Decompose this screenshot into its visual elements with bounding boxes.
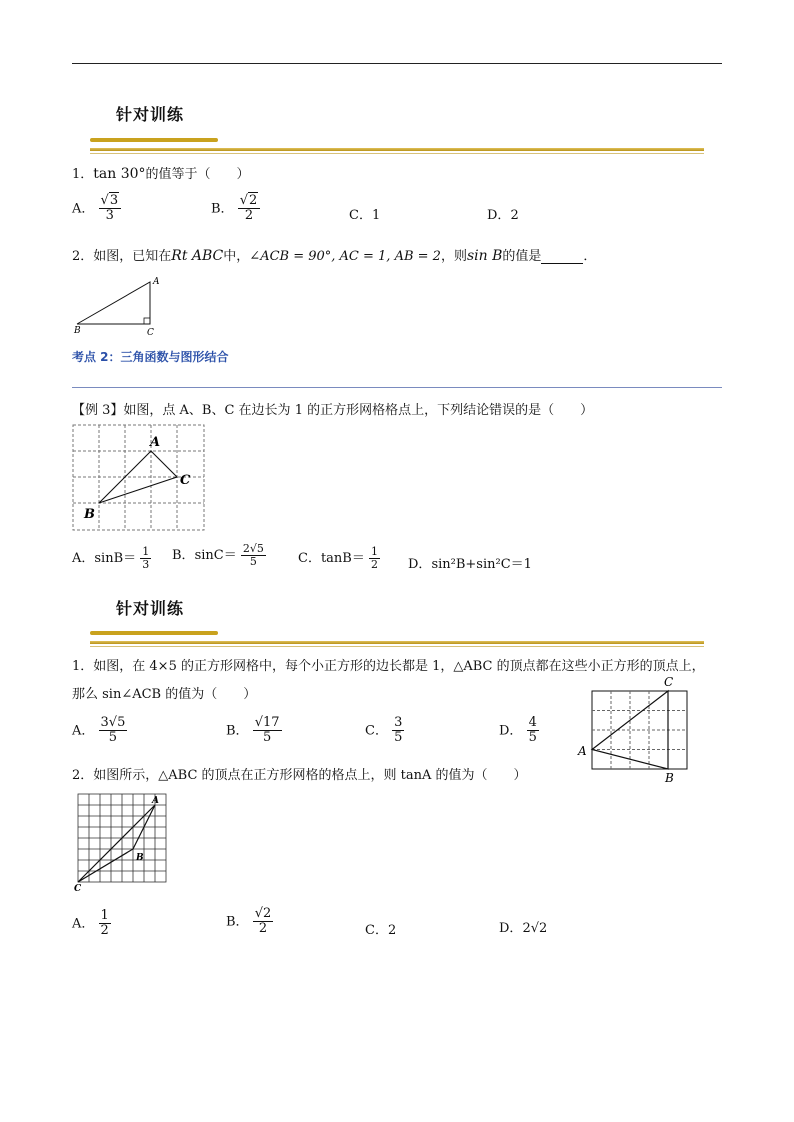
numerator: 4 bbox=[528, 715, 537, 730]
grid-figure-p2 bbox=[72, 790, 172, 894]
option-value: 1 bbox=[371, 208, 381, 223]
p2-option-c[interactable] bbox=[365, 919, 396, 938]
practice-1-line1: 1．如图，在 4×5 的正方形网格中，每个小正方形的边长都是 1，△ABC 的顶点都在这些小正方形的顶点上， bbox=[72, 659, 705, 674]
radicand: 3 bbox=[109, 193, 119, 208]
question-text: 中， bbox=[223, 249, 250, 264]
page-top-rule bbox=[72, 63, 722, 64]
section-title: 针对训练 bbox=[116, 599, 185, 618]
section-underline-short bbox=[90, 138, 218, 142]
p2-option-a[interactable] bbox=[72, 909, 111, 939]
option-label: A． bbox=[72, 723, 95, 739]
option-value: 2 bbox=[510, 208, 519, 223]
denominator: 3 bbox=[105, 208, 114, 224]
numerator: 1 bbox=[371, 545, 378, 558]
math-expression: sinC＝ bbox=[194, 548, 237, 564]
section-underline-short bbox=[90, 631, 218, 635]
math-expression: ∠ACB = 90°, AC = 1, AB = 2 bbox=[249, 249, 441, 264]
fraction bbox=[527, 716, 539, 746]
question-text: ． bbox=[583, 249, 597, 264]
denominator: 5 bbox=[394, 730, 403, 746]
topic-divider bbox=[72, 387, 722, 388]
option-label: C． bbox=[349, 208, 372, 223]
p1-option-b[interactable] bbox=[226, 716, 282, 746]
numerator: √17 bbox=[254, 715, 280, 730]
practice-1-line2: 那么 sin∠ACB 的值为（ ） bbox=[72, 687, 257, 702]
option-label: A． bbox=[72, 201, 95, 217]
option-label: A． bbox=[72, 551, 95, 567]
denominator: 2 bbox=[244, 208, 254, 224]
vertex-label-a: A bbox=[578, 744, 587, 758]
fraction: $\frac{√2}{2}$ bbox=[238, 194, 261, 224]
question-number: 1． bbox=[72, 167, 94, 182]
vertex-label-b: B bbox=[74, 326, 81, 336]
answer-blank[interactable] bbox=[541, 251, 583, 264]
option-label: D． bbox=[499, 723, 523, 739]
numerator: √2 bbox=[254, 906, 272, 921]
vertex-label-b: B bbox=[84, 507, 95, 522]
p1-option-a[interactable] bbox=[72, 716, 127, 746]
option-value: 2 bbox=[387, 923, 397, 938]
q1-option-a[interactable] bbox=[72, 194, 121, 224]
q1-option-d[interactable] bbox=[487, 204, 519, 223]
p2-option-b[interactable] bbox=[226, 907, 273, 937]
denominator: 5 bbox=[249, 555, 257, 569]
math-expression: tanB＝ bbox=[320, 551, 365, 567]
denominator: 5 bbox=[108, 730, 118, 746]
math-expression: tan 30° bbox=[93, 166, 146, 182]
numerator: 1 bbox=[142, 545, 150, 558]
ex3-option-a[interactable] bbox=[72, 546, 151, 571]
option-label: B． bbox=[211, 201, 234, 217]
vertex-label-b: B bbox=[665, 771, 674, 785]
radicand: 2 bbox=[249, 193, 258, 208]
example-3-text: 【例 3】如图，点 A、B、C 在边长为 1 的正方形网格格点上，下列结论错误的是（ ） bbox=[72, 403, 594, 418]
math-expression: sinB＝ bbox=[94, 551, 137, 567]
option-label: C． bbox=[365, 723, 388, 739]
option-label: B． bbox=[172, 548, 195, 564]
numerator: 3 bbox=[394, 715, 403, 730]
math-expression: sin²B+sin²C＝1 bbox=[431, 557, 532, 572]
fraction bbox=[253, 716, 282, 746]
vertex-label-b: B bbox=[136, 853, 144, 863]
math-expression: Rt ABC bbox=[171, 248, 224, 264]
question-1 bbox=[72, 163, 250, 182]
section-underline-long bbox=[90, 148, 704, 151]
topic-heading: 考点 2：三角函数与图形结合 bbox=[72, 350, 229, 364]
option-label: D． bbox=[499, 921, 523, 936]
fraction: $\frac{√3}{3}$ bbox=[99, 194, 122, 224]
fraction bbox=[369, 546, 380, 571]
grid-figure-p1 bbox=[576, 674, 692, 786]
p1-option-c[interactable] bbox=[365, 716, 404, 746]
denominator: 2 bbox=[371, 558, 378, 572]
grid-figure-example3 bbox=[72, 424, 206, 532]
option-label: D． bbox=[487, 208, 511, 223]
fraction bbox=[241, 543, 266, 568]
vertex-label-c: C bbox=[180, 473, 191, 488]
section-underline-long bbox=[90, 641, 704, 644]
fraction bbox=[99, 716, 128, 746]
denominator: 5 bbox=[262, 730, 272, 746]
option-value: 2√2 bbox=[522, 921, 548, 936]
question-2 bbox=[72, 245, 596, 264]
fraction bbox=[99, 909, 111, 939]
math-expression: sin B bbox=[466, 248, 503, 264]
vertex-label-a: A bbox=[153, 277, 160, 287]
vertex-label-a: A bbox=[150, 435, 161, 450]
p2-option-d[interactable] bbox=[499, 917, 547, 936]
vertex-label-c: C bbox=[74, 884, 82, 894]
ex3-option-d[interactable] bbox=[408, 553, 532, 572]
question-text: 2．如图，已知在 bbox=[72, 249, 172, 264]
fraction bbox=[253, 907, 274, 937]
question-text: ，则 bbox=[440, 249, 467, 264]
section-title: 针对训练 bbox=[116, 105, 185, 124]
option-label: C． bbox=[365, 923, 388, 938]
denominator: 5 bbox=[528, 730, 537, 746]
option-label: C． bbox=[298, 551, 321, 567]
denominator: 2 bbox=[258, 921, 268, 937]
practice-2-text: 2．如图所示，△ABC 的顶点在正方形网格的格点上，则 tanA 的值为（ ） bbox=[72, 768, 527, 783]
option-label: B． bbox=[226, 723, 249, 739]
section-underline-thin bbox=[90, 646, 704, 647]
option-label: A． bbox=[72, 916, 95, 932]
fraction bbox=[140, 546, 151, 571]
denominator: 3 bbox=[142, 558, 150, 572]
vertex-label-c: C bbox=[147, 328, 154, 337]
ex3-option-b[interactable] bbox=[172, 543, 266, 568]
section-underline-thin bbox=[90, 153, 704, 154]
numerator: 2√5 bbox=[242, 542, 264, 555]
vertex-label-c: C bbox=[664, 675, 674, 689]
numerator: 3√5 bbox=[100, 715, 126, 730]
numerator: 1 bbox=[100, 908, 109, 923]
fraction bbox=[392, 716, 404, 746]
option-label: D． bbox=[408, 557, 432, 572]
question-text: 的值等于（ ） bbox=[145, 167, 250, 182]
q1-option-b[interactable] bbox=[211, 194, 260, 224]
vertex-label-a: A bbox=[152, 796, 159, 806]
q1-option-c[interactable] bbox=[349, 204, 380, 223]
p1-option-d[interactable] bbox=[499, 716, 539, 746]
option-label: B． bbox=[226, 914, 249, 930]
denominator: 2 bbox=[100, 923, 109, 939]
right-triangle-figure bbox=[72, 275, 167, 337]
question-text: 的值是 bbox=[502, 249, 542, 264]
ex3-option-c[interactable] bbox=[298, 546, 380, 571]
